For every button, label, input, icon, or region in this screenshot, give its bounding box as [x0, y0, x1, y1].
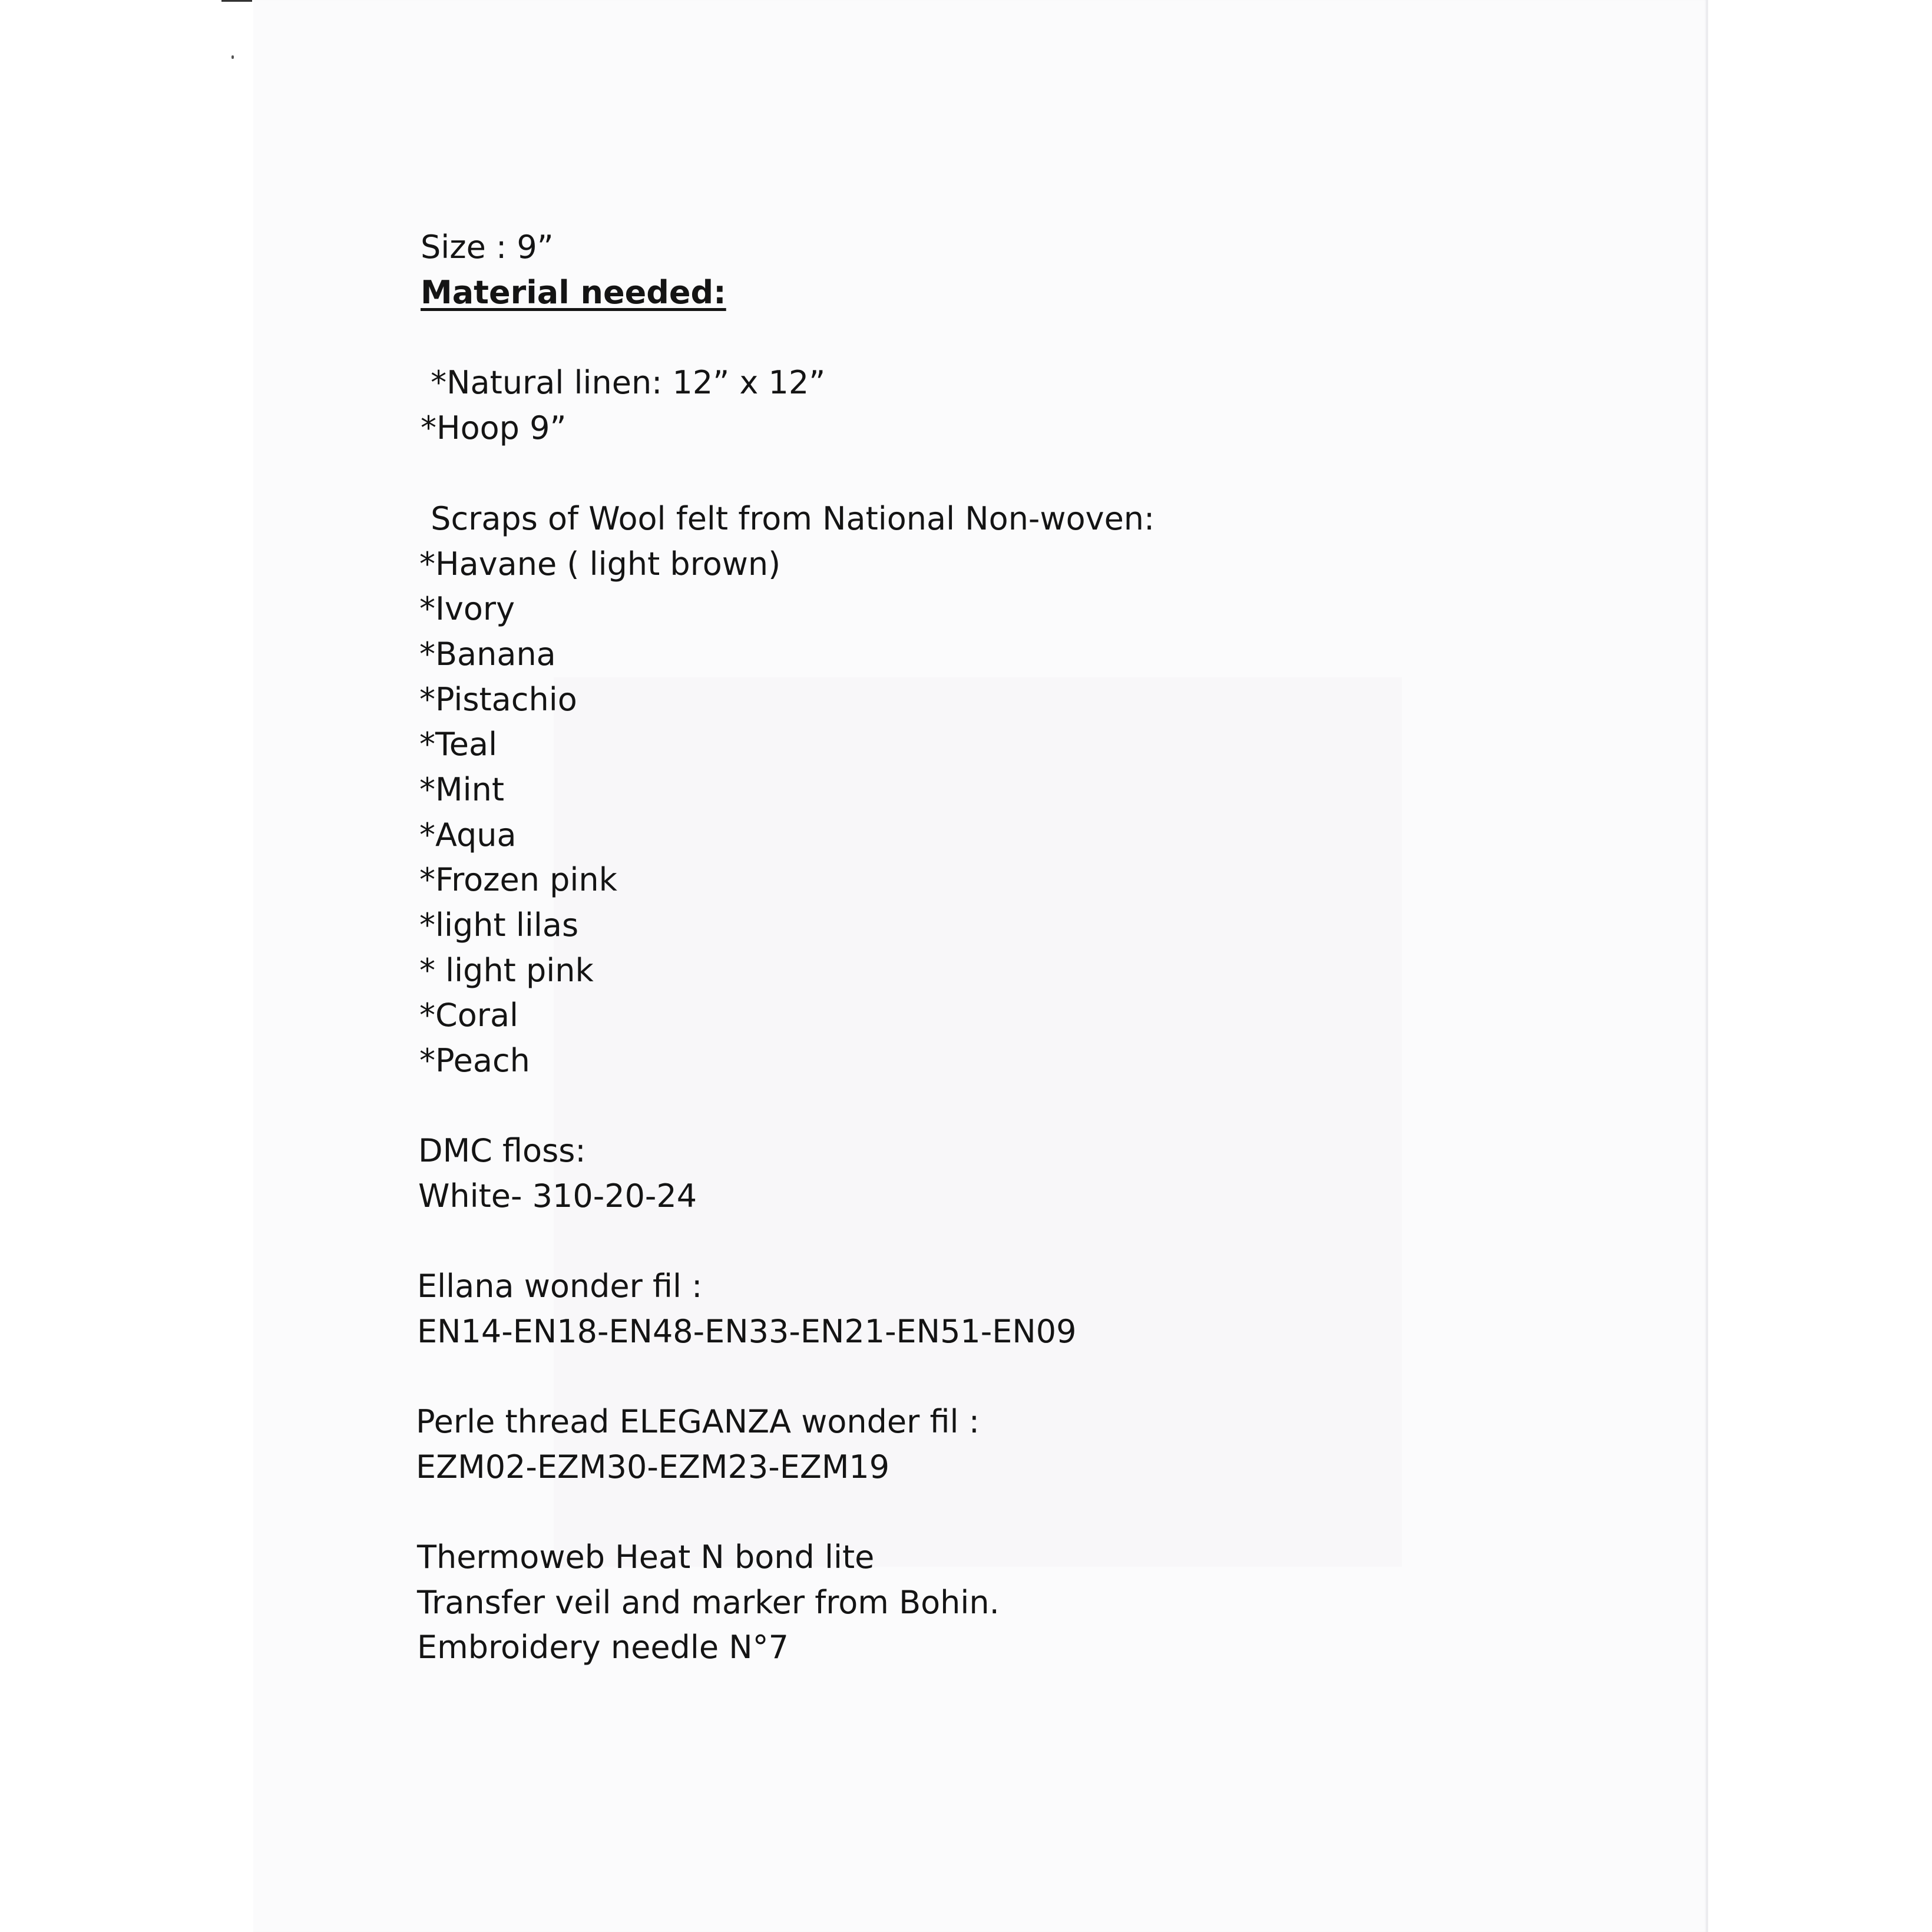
ellana-values: EN14-EN18-EN48-EN33-EN21-EN51-EN09 — [417, 1313, 1077, 1350]
supply-item: Embroidery needle N°7 — [417, 1629, 789, 1666]
felt-color-item: * light pink — [419, 952, 594, 989]
felt-color-item: *Coral — [419, 997, 519, 1034]
dmc-label: DMC floss: — [418, 1132, 586, 1169]
material-item: *Natural linen: 12” x 12” — [421, 364, 826, 401]
felt-color-item: *Mint — [419, 771, 504, 808]
felt-color-item: *light lilas — [419, 907, 579, 944]
felt-color-item: *Ivory — [419, 590, 515, 627]
supply-item: Thermoweb Heat N bond lite — [417, 1539, 875, 1576]
felt-color-item: *Aqua — [419, 816, 517, 853]
felt-color-item: *Havane ( light brown) — [419, 545, 781, 583]
ellana-label: Ellana wonder fil : — [417, 1268, 703, 1305]
felt-color-item: *Peach — [419, 1042, 530, 1079]
material-heading: Material needed: — [421, 274, 726, 311]
felt-color-item: *Frozen pink — [419, 861, 617, 898]
felt-color-item: *Teal — [419, 726, 498, 763]
felt-color-item: *Banana — [419, 636, 556, 673]
dmc-values: White- 310-20-24 — [418, 1177, 697, 1215]
supply-item: Transfer veil and marker from Bohin. — [417, 1584, 1000, 1621]
perle-values: EZM02-EZM30-EZM23-EZM19 — [416, 1448, 890, 1486]
material-item: *Hoop 9” — [421, 409, 567, 446]
perle-label: Perle thread ELEGANZA wonder fil : — [416, 1403, 980, 1440]
felt-color-item: *Pistachio — [419, 681, 577, 718]
size-line: Size : 9” — [421, 229, 554, 266]
felt-intro: Scraps of Wool felt from National Non-woven: — [421, 500, 1155, 537]
